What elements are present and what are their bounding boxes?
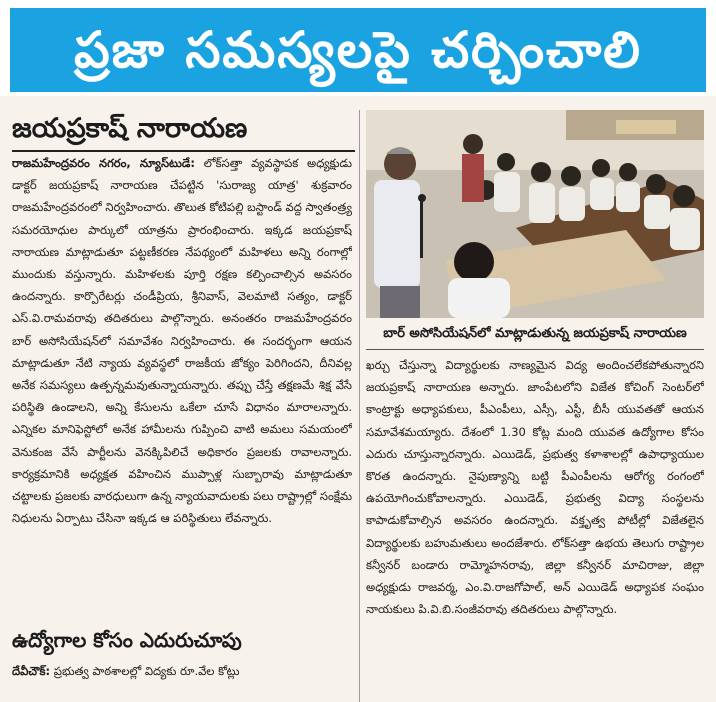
column-divider bbox=[359, 110, 360, 702]
photo-caption: బార్ అసోసియేషన్‌లో మాట్లాడుతున్న జయప్రకాష్ నారాయణ bbox=[383, 326, 687, 341]
right-column-article bbox=[366, 354, 704, 702]
left-column-article bbox=[12, 152, 352, 620]
headline: ప్రజా సమస్యలపై చర్చించాలి bbox=[10, 8, 706, 92]
byline: జయప్రకాష్ నారాయణ bbox=[12, 113, 248, 144]
left-column-continuation bbox=[12, 660, 352, 702]
dateline-2: దేవీచౌక్: bbox=[12, 664, 51, 678]
left-body-text-2: ప్రభుత్వ పాఠశాలల్లో విద్యకు రూ.వేల కోట్లు bbox=[53, 664, 240, 678]
headline-banner bbox=[0, 0, 716, 96]
subheading: ఉద్యోగాల కోసం ఎదురుచూపు bbox=[12, 628, 242, 652]
dateline: రాజమహేంద్రవరం నగరం, న్యూస్‌టుడే: bbox=[12, 156, 195, 170]
right-body-text: ఖర్చు చేస్తున్నా విద్యార్థులకు నాణ్యమైన విద్య అందించలేకపోతున్నారని జయప్రకాష్ నారాయణ అన్నారు. జాంపేటలోని విజేత కోచింగ్ సెంటర్‌లో కాంట్రాక్టు అధ్యాపకులు, పీఎంపీలు, ఎస్సీ, ఎస్టీ, బీసీ యువతతో ఆయన సమావేశమయ్యారు. దేశంలో 1.30 కోట్ల మంది యువత ఉద్యోగాల కోసం ఎదురు చూస్తున్నారన్నారు. ఎయిడెడ్, ప్రభుత్వ కళాశాలల్లో ఉపాధ్యాయుల కొరత ఉందన్నారు. నైపుణ్యాన్ని బట్టి పీఎంపీలను ఆరోగ్య రంగంలో ఉపయోగించుకోవాలన్నారు. ఎయిడెడ్, ప్రభుత్వ విద్యా సంస్థలను కాపాడుకోవాల్సిన అవసరం ఉందన్నారు. వక్తృత్వ పోటీల్లో విజేతలైన విద్యార్థులకు బహుమతులు అందజేశారు. లోక్‌సత్తా ఉభయ తెలుగు రాష్ట్రాల కన్వీనర్ బండారు రామ్మోహనరావు, జిల్లా కన్వీనర్ మాచిరాజు, జిల్లా అధ్యక్షుడు రాజవర్మ, ఎం.వి.రాజగోపాల్, అన్ ఎయిడెడ్ అధ్యాపక సంఘం నాయకులు పి.వి.బి.సంజీవరావు తదితరులు పాల్గొన్నారు. bbox=[366, 358, 704, 617]
caption-rule bbox=[366, 349, 704, 350]
left-body-text: లోక్‌సత్తా వ్యవస్థాపక అధ్యక్షుడు డాక్టర్ జయప్రకాష్ నారాయణ చేపట్టిన 'సురాజ్య యాత్ర' శుక్రవారం రాజమహేంద్రవరంలో నిర్వహించారు. తొలుత కోటిపల్లి బస్టాండ్ వద్ద స్వాతంత్ర్య సమరయోధుల పార్కులో యాత్రను ప్రారంభించారు. ఇక్కడ జయప్రకాష్ నారాయణ మాట్లాడుతూ పట్టణీకరణ నేపథ్యంలో మహిళలు అన్ని రంగాల్లో ముందుకు వస్తున్నారు. మహిళలకు పూర్తి రక్షణ కల్పించాల్సిన అవసరం ఉందన్నారు. కార్పొరేటర్లు చండీప్రియ, శ్రీనివాస్, వెలమాటి సత్యం, డాక్టర్ ఎస్.వి.రామవరావు తదితరులు పాల్గొన్నారు. అనంతరం రాజమహేంద్రవరం బార్ అసోసియేషన్‌లో సమావేశం నిర్వహించారు. ఈ సందర్భంగా ఆయన మాట్లాడుతూ నేటి న్యాయ వ్యవస్థలో రాజకీయ జోక్యం పెరిగిందని, దీనివల్ల అనేక సమస్యలు ఉత్పన్నమవుతున్నాయన్నారు. తప్పు చేస్తే తక్షణమే శిక్ష వేసే పరిస్థితి ఉండాలని, అన్ని కేసులను ఒకేలా చూసే విధానం మారాలన్నారు. ఎన్నికల మానిఫెస్టోలో అనేక హామీలను గుప్పించి వాటి అమలు సమయంలో వెనుకంజ వేసే పార్టీలను వెనక్కిపిలిచే అధికారం ప్రజలకు రావాలన్నారు. కార్యక్రమానికి అధ్యక్షత వహించిన ముప్పాళ్ల సుబ్బారావు మాట్లాడుతూ చట్టాలకు ప్రజలకు వారధులుగా ఉన్న న్యాయవాదులకు పలు రాష్ట్రాల్లో సంక్షేమ నిధులను ఏర్పాటు చేసినా ఇక్కడ ఆ పరిస్థితులు లేవన్నారు. bbox=[12, 156, 352, 526]
news-photo bbox=[366, 110, 704, 318]
